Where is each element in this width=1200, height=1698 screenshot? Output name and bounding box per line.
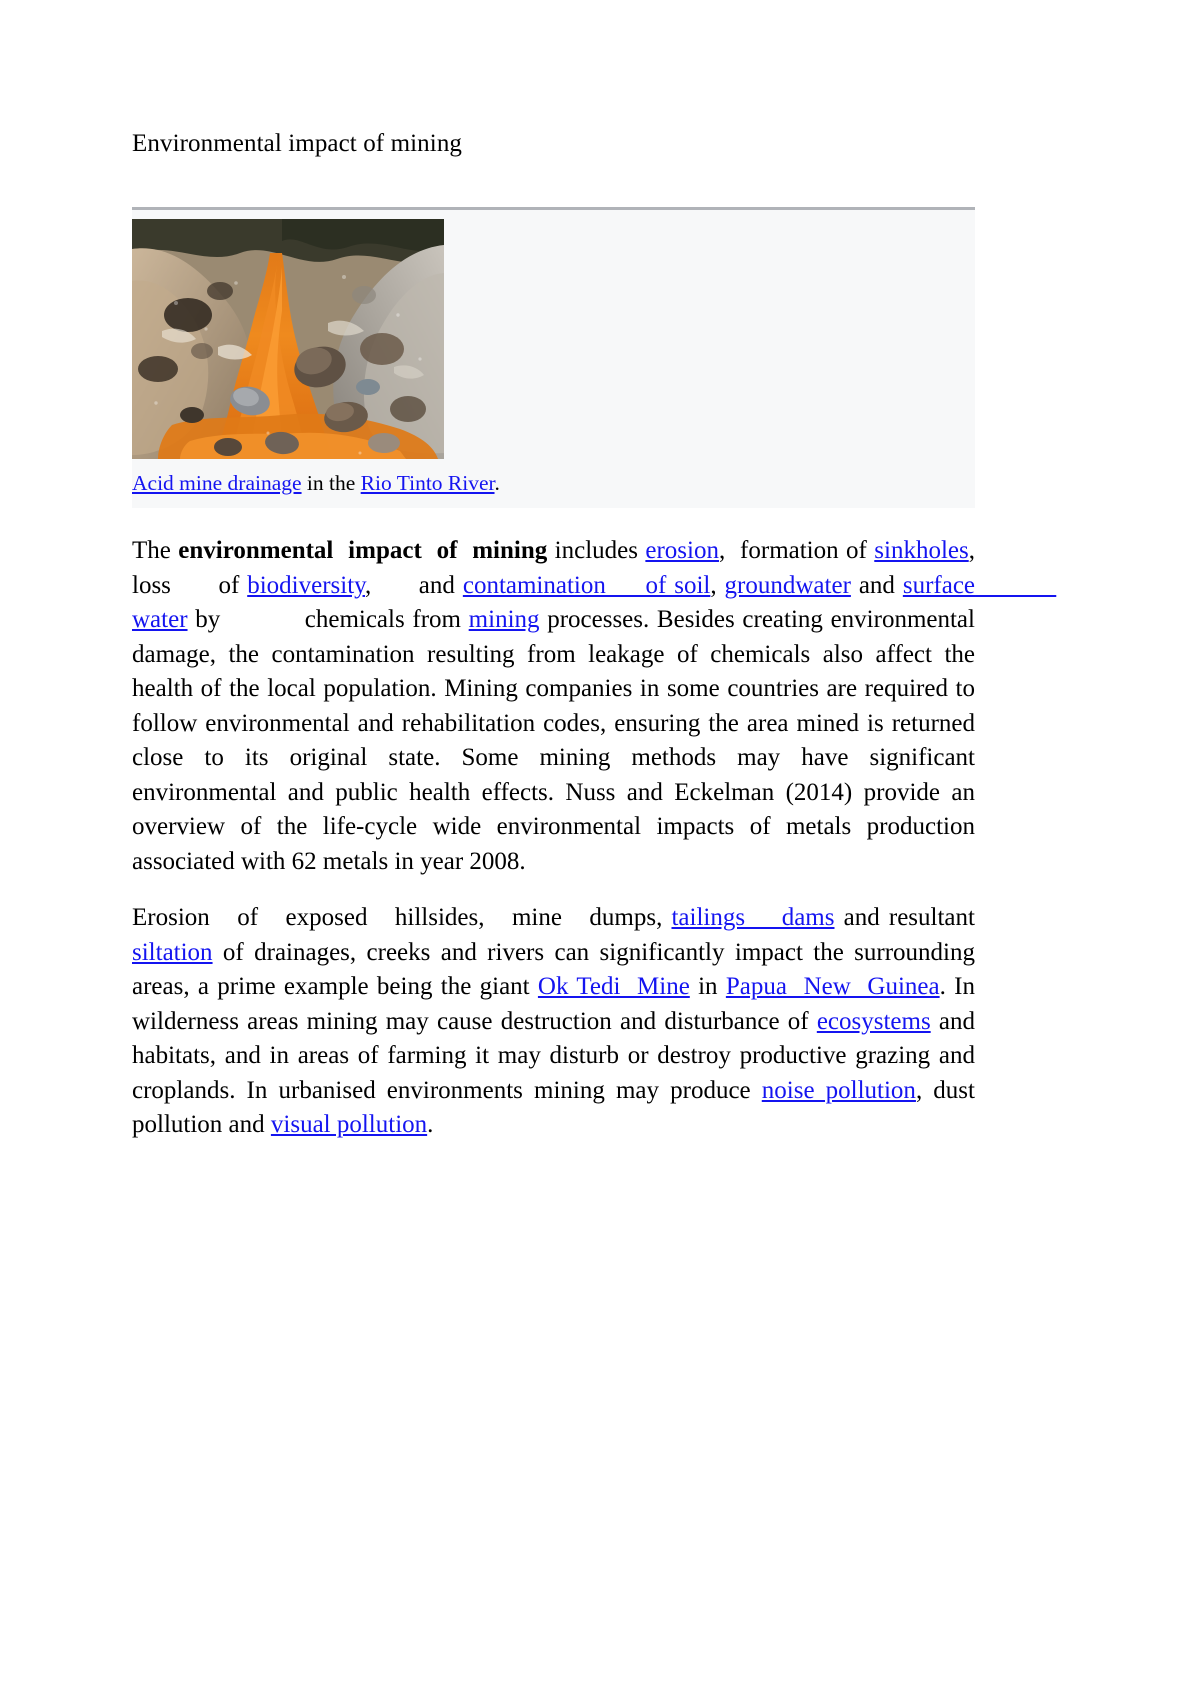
body-text: in: [689, 973, 726, 1001]
body-text: . In wilderness areas mining may cause destruction and disturbance of: [132, 973, 982, 1035]
body-link[interactable]: Papua New Guinea: [725, 973, 940, 1001]
body-link[interactable]: noise pollution: [761, 1076, 916, 1104]
caption-link-rio-tinto-river[interactable]: Rio Tinto River: [360, 471, 495, 496]
body-text: , dust pollution and: [132, 1076, 982, 1139]
body-link[interactable]: biodiversity: [247, 571, 366, 599]
acid-mine-drainage-photo: [132, 219, 444, 459]
paragraph-1: [132, 534, 1057, 879]
figure-caption: [132, 459, 975, 500]
body-text: of drainages, creeks and rivers can significantly impact the surrounding areas, a prime example being the giant: [132, 938, 982, 1001]
body-text: The: [132, 537, 179, 565]
body-text: and resultant: [834, 904, 982, 932]
body-link[interactable]: ecosystems: [816, 1007, 931, 1035]
body-text: , loss of: [132, 537, 1013, 599]
body-text: .: [427, 1111, 434, 1139]
body-text: processes. Besides creating environmental damage, the contamination resulting from leakage of chemicals also affect the health of the local population. Mining companies in some countries are required to follow environmental and rehabilitation codes, ensuring the area mined is returned close to its original state. Some mining methods may have significant environmental and public health effects. Nuss and Eckelman (2014) provide an overview of the life-cycle wide environmental impacts of metals production associated with 62 metals in year 2008.: [132, 606, 982, 875]
image-infobox: [132, 210, 975, 508]
body-text: ,: [710, 571, 725, 599]
body-text: and: [850, 571, 903, 599]
body-link[interactable]: tailings dams: [671, 904, 835, 932]
caption-mid-text: in the: [301, 471, 361, 496]
body-text: by chemicals from: [187, 606, 469, 634]
body-link[interactable]: contamination of soil: [462, 571, 711, 599]
caption-link-acid-mine-drainage[interactable]: Acid mine drainage: [132, 471, 302, 496]
body-text: Erosion of exposed hillsides, mine dumps,: [132, 904, 672, 932]
document-content: [132, 128, 1057, 1143]
body-link[interactable]: mining: [468, 606, 540, 634]
body-link[interactable]: erosion: [645, 537, 719, 565]
paragraph-2: [132, 901, 982, 1143]
body-text: and habitats, and in areas of farming it may disturb or destroy productive grazing and croplands. In urbanised environments mining may produce: [132, 1007, 982, 1104]
body-text: includes: [547, 537, 646, 565]
body-link[interactable]: visual pollution: [270, 1111, 428, 1139]
body-link[interactable]: Ok Tedi Mine: [537, 973, 690, 1001]
page-title: Environmental impact of mining: [132, 130, 463, 157]
caption-end-text: .: [494, 471, 500, 496]
body-link[interactable]: surface water: [132, 571, 1057, 634]
body-text: , and: [365, 571, 463, 599]
body-link[interactable]: siltation: [132, 938, 213, 966]
body-link[interactable]: sinkholes: [874, 537, 969, 565]
body-text: , formation of: [718, 537, 875, 565]
body-link[interactable]: groundwater: [724, 571, 851, 599]
bold-term: environmental impact of mining: [178, 537, 548, 565]
